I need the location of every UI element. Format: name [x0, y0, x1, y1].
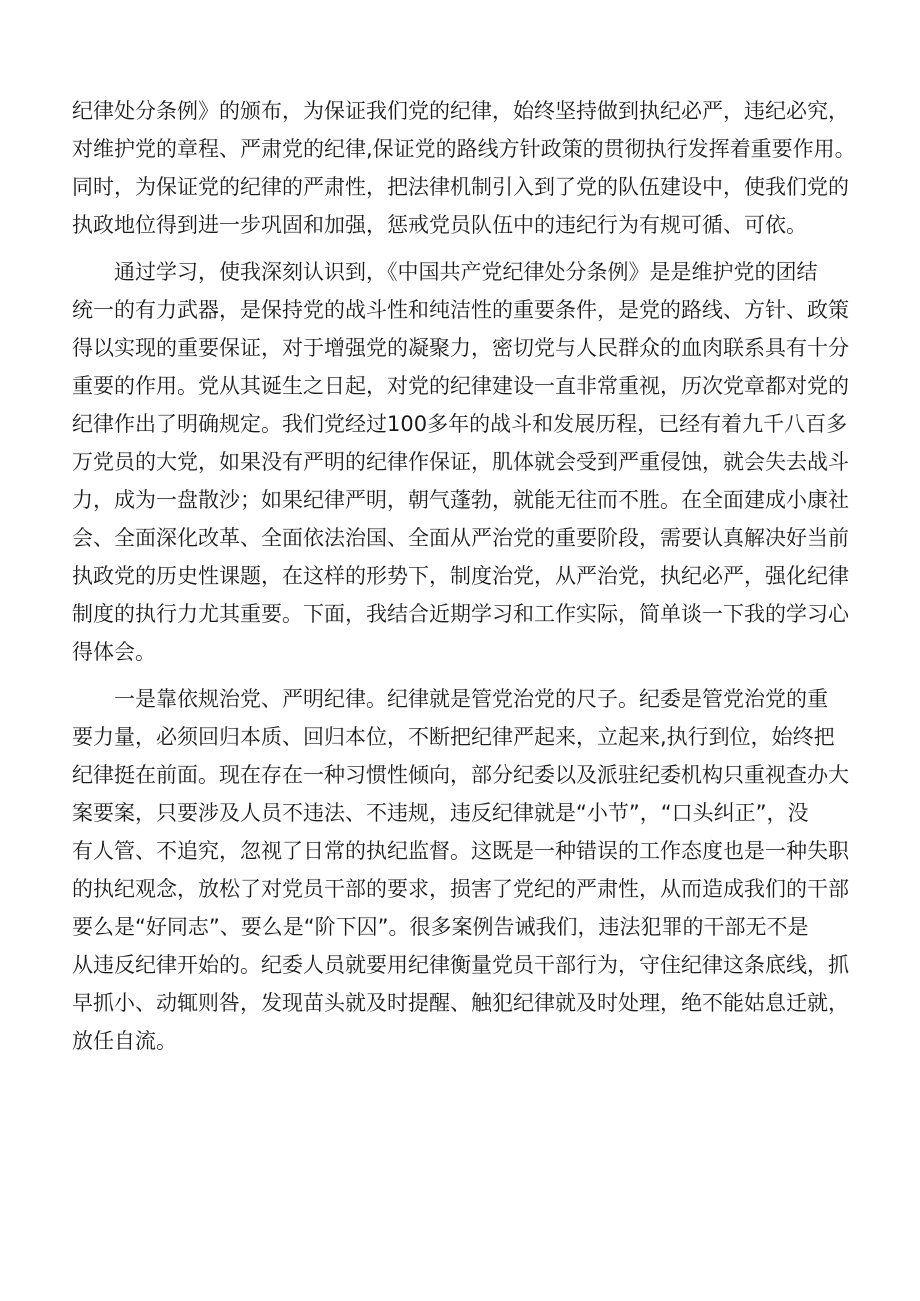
- text-line: 会、全面深化改革、全面依法治国、全面从严治党的重要阶段，需要认真解决好当前: [72, 526, 849, 550]
- text-line: 对维护党的章程、严肃党的纪律,保证党的路线方针政策的贯彻执行发挥着重要作用。: [72, 137, 856, 161]
- text-line: 同时，为保证党的纪律的严肃性，把法律机制引入到了党的队伍建设中，使我们党的: [72, 175, 849, 199]
- text-line: 纪律作出了明确规定。我们党经过100多年的战斗和发展历程，已经有着九千八百多: [72, 412, 848, 436]
- document-body: [72, 92, 872, 1069]
- text-line: 早抓小、动辄则咎，发现苗头就及时提醒、触犯纪律就及时处理，绝不能姑息迁就，: [72, 991, 849, 1015]
- text-line: 纪律处分条例》的颁布，为保证我们党的纪律，始终坚持做到执纪必严，违纪必究，: [72, 99, 849, 123]
- text-line: 统一的有力武器，是保持党的战斗性和纯洁性的重要条件，是党的路线、方针、政策: [72, 298, 849, 322]
- paragraph-2: [72, 253, 872, 671]
- text-line: 案要案，只要涉及人员不违法、不违规，违反纪律就是“小节”，“口头纠正”，没: [72, 801, 809, 825]
- text-line: 从违反纪律开始的。纪委人员就要用纪律衡量党员干部行为，守住纪律这条底线，抓: [72, 953, 849, 977]
- text-line: 力，成为一盘散沙；如果纪律严明，朝气蓬勃，就能无往而不胜。在全面建成小康社: [72, 488, 849, 512]
- text-line: 执政地位得到进一步巩固和加强，惩戒党员队伍中的违纪行为有规可循、可依。: [72, 213, 807, 237]
- text-line: 重要的作用。党从其诞生之日起，对党的纪律建设一直非常重视，历次党章都对党的: [72, 374, 849, 398]
- text-line: 执政党的历史性课题，在这样的形势下，制度治党，从严治党，执纪必严，强化纪律: [72, 564, 849, 588]
- text-line: 的执纪观念，放松了对党员干部的要求，损害了党纪的严肃性，从而造成我们的干部: [72, 877, 849, 901]
- paragraph-1: [72, 92, 872, 244]
- paragraph-3: [72, 680, 872, 1060]
- text-line: 得以实现的重要保证，对于增强党的凝聚力，密切党与人民群众的血肉联系具有十分: [72, 336, 849, 360]
- text-line: 要力量，必须回归本质、回归本位，不断把纪律严起来，立起来,执行到位，始终把: [72, 725, 835, 749]
- text-line: 制度的执行力尤其重要。下面，我结合近期学习和工作实际，简单谈一下我的学习心: [72, 602, 849, 626]
- text-line: 通过学习，使我深刻认识到，《中国共产党纪律处分条例》是是维护党的团结: [114, 260, 818, 284]
- text-line: 纪律挺在前面。现在存在一种习惯性倾向，部分纪委以及派驻纪委机构只重视查办大: [72, 763, 849, 787]
- text-line: 放任自流。: [72, 1029, 177, 1053]
- text-line: 得体会。: [72, 640, 156, 664]
- text-line: 一是靠依规治党、严明纪律。纪律就是管党治党的尺子。纪委是管党治党的重: [114, 687, 828, 711]
- text-line: 有人管、不追究，忽视了日常的执纪监督。这既是一种错误的工作态度也是一种失职: [72, 839, 849, 863]
- text-line: 万党员的大党，如果没有严明的纪律作保证，肌体就会受到严重侵蚀，就会失去战斗: [72, 450, 849, 474]
- text-line: 要么是“好同志”、要么是“阶下囚”。很多案例告诫我们，违法犯罪的干部无不是: [72, 915, 809, 939]
